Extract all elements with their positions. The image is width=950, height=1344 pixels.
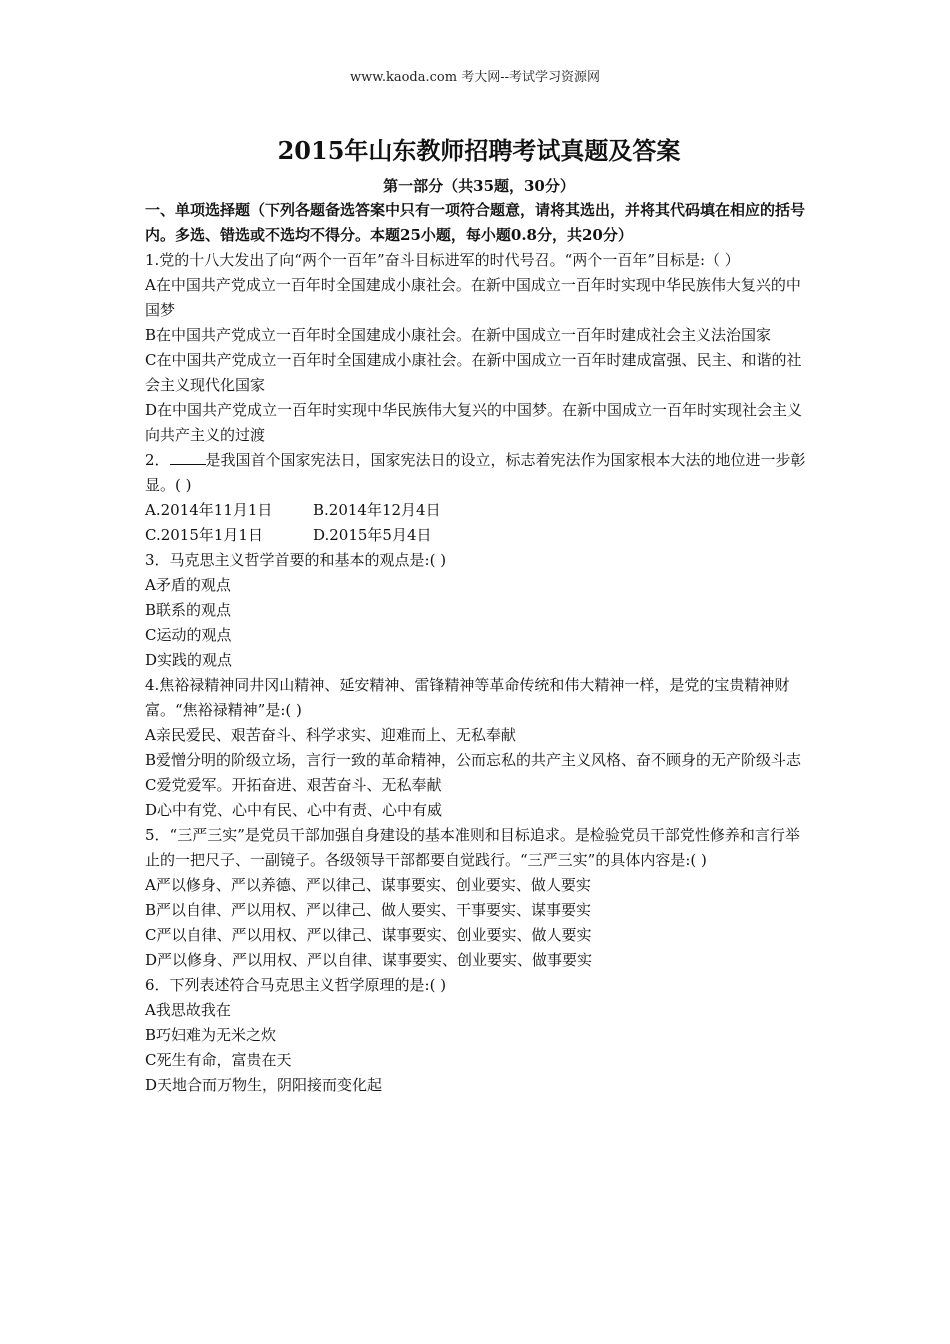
option-row [145, 523, 813, 548]
option-b: B巧妇难为无米之炊 [145, 1026, 277, 1044]
option-d: D天地合而万物生，阴阳接而变化起 [145, 1076, 383, 1094]
document-body [145, 132, 813, 1098]
option-c: C.2015年1月1日 [145, 526, 263, 544]
question-2 [145, 448, 813, 548]
section-heading: 一、单项选择题（下列各题备选答案中只有一项符合题意，请将其选出，并将其代码填在相应的括号内。多选、错选或不选均不得分。本题25小题，每小题0.8分，共20分） [145, 201, 806, 244]
option-row [145, 498, 813, 523]
option-d: D实践的观点 [145, 651, 233, 669]
option-c: C严以自律、严以用权、严以律己、谋事要实、创业要实、做人要实 [145, 926, 592, 944]
option-c: C运动的观点 [145, 626, 232, 644]
question-text: 是我国首个国家宪法日，国家宪法日的设立，标志着宪法作为国家根本大法的地位进一步彰显。( ) [145, 451, 806, 494]
option-c: C在中国共产党成立一百年时全国建成小康社会。在新中国成立一百年时建成富强、民主、和谐的社会主义现代化国家 [145, 351, 802, 394]
option-c: C爱党爱军。开拓奋进、艰苦奋斗、无私奉献 [145, 776, 442, 794]
fill-blank [170, 450, 206, 465]
option-d: D心中有党、心中有民、心中有责、心中有威 [145, 801, 443, 819]
question-1 [145, 248, 813, 448]
option-d: D严以修身、严以用权、严以自律、谋事要实、创业要实、做事要实 [145, 951, 593, 969]
question-6 [145, 973, 813, 1098]
option-d: D在中国共产党成立一百年时实现中华民族伟大复兴的中国梦。在新中国成立一百年时实现社会主义向共产主义的过渡 [145, 401, 803, 444]
question-3 [145, 548, 813, 673]
question-stem [145, 448, 813, 498]
option-b: B严以自律、严以用权、严以律己、做人要实、干事要实、谋事要实 [145, 901, 592, 919]
question-stem: 6．下列表述符合马克思主义哲学原理的是:( ) [145, 976, 447, 994]
option-b: B.2014年12月4日 [313, 501, 441, 519]
option-c: C死生有命，富贵在天 [145, 1051, 292, 1069]
question-number: 2． [145, 451, 170, 469]
question-stem: 5．“三严三实”是党员干部加强自身建设的基本准则和目标追求。是检验党员干部党性修养和言行举止的一把尺子、一副镜子。各级领导干部都要自觉践行。“三严三实”的具体内容是:( ) [145, 826, 800, 869]
option-a: A.2014年11月1日 [145, 501, 273, 519]
question-5 [145, 823, 813, 973]
option-a: A在中国共产党成立一百年时全国建成小康社会。在新中国成立一百年时实现中华民族伟大复兴的中国梦 [145, 276, 801, 319]
option-b: B在中国共产党成立一百年时全国建成小康社会。在新中国成立一百年时建成社会主义法治国家 [145, 326, 772, 344]
option-b: B爱憎分明的阶级立场，言行一致的革命精神，公而忘私的共产主义风格、奋不顾身的无产阶级斗志 [145, 751, 802, 769]
option-a: A我思故我在 [145, 1001, 231, 1019]
part-heading: 第一部分（共35题，30分） [383, 177, 575, 195]
question-stem: 3．马克思主义哲学首要的和基本的观点是:( ) [145, 551, 447, 569]
page-header: www.kaoda.com 考大网--考试学习资源网 [350, 70, 600, 85]
question-stem: 1.党的十八大发出了向“两个一百年”奋斗目标进军的时代号召。“两个一百年”目标是:（ ） [145, 251, 740, 269]
option-a: A严以修身、严以养德、严以律己、谋事要实、创业要实、做人要实 [145, 876, 591, 894]
option-b: B联系的观点 [145, 601, 232, 619]
option-a: A矛盾的观点 [145, 576, 231, 594]
option-a: A亲民爱民、艰苦奋斗、科学求实、迎难而上、无私奉献 [145, 726, 516, 744]
question-stem: 4.焦裕禄精神同井冈山精神、延安精神、雷锋精神等革命传统和伟大精神一样，是党的宝贵精神财富。“焦裕禄精神”是:( ) [145, 676, 790, 719]
question-4 [145, 673, 813, 823]
option-d: D.2015年5月4日 [313, 526, 432, 544]
document-title: 2015年山东教师招聘考试真题及答案 [277, 136, 681, 165]
